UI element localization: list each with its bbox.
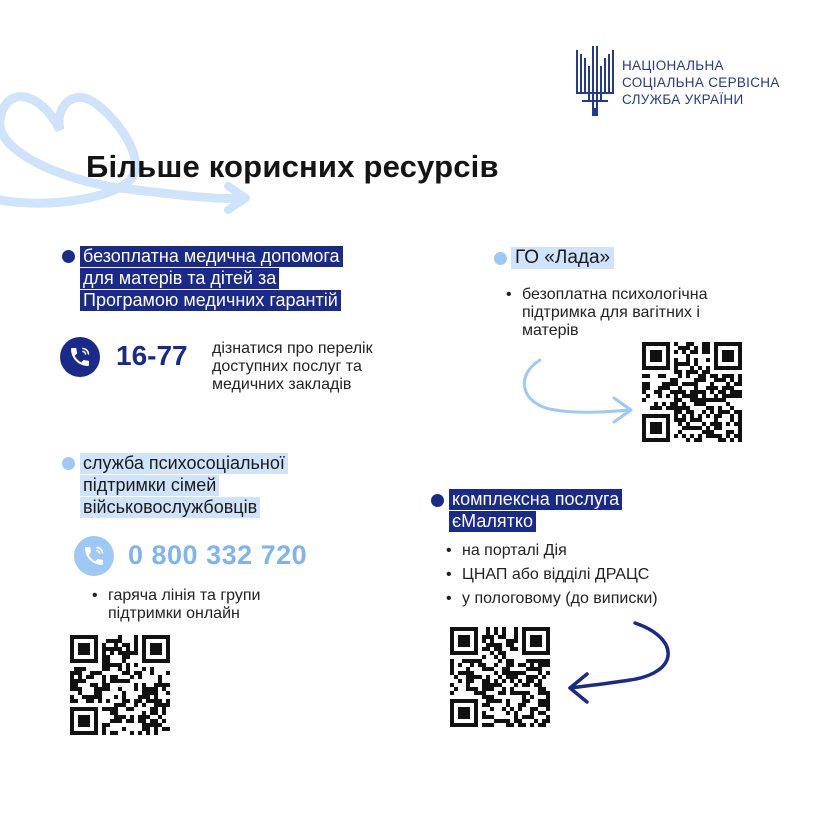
lada-heading: ГО «Лада» [511,247,614,269]
bullet-dot [431,494,444,507]
desc-line: медичних закладів [212,376,352,393]
list-item: • ЦНАП або відділі ДРАЦС [444,563,658,587]
logo-line: СЛУЖБА УКРАЇНИ [622,92,744,107]
list-item: • на порталі Дія [444,539,658,563]
heading-line: підтримки сімей [80,475,219,496]
bullet-line: підтримка для вагітних і [522,304,700,321]
heading-line: служба психосоціальної [80,453,288,474]
bullet-line: підтримки онлайн [108,605,240,622]
lada-bullets [504,286,707,340]
qr-code-icon[interactable] [642,342,742,442]
medical-heading [80,246,343,312]
bullet-line: • безоплатна психологічна [504,286,707,304]
bullet-dot [494,252,507,265]
phone-icon [60,337,100,377]
heading-line: комплексна послуга [449,489,622,510]
malyatko-bullets [444,539,658,611]
heading-line: безоплатна медична допомога [80,246,343,267]
desc-line: дізнатися про перелік [212,340,373,357]
logo-text [622,57,780,108]
curved-arrow-decoration [560,618,685,708]
heading-line: для матерів та дітей за [80,268,279,289]
curved-arrow-decoration [510,350,640,430]
qr-code-icon[interactable] [450,627,550,727]
heading-line: Програмою медичних гарантій [80,290,341,311]
hotline-number[interactable]: 16-77 [116,340,188,371]
military-heading [80,453,288,519]
qr-code-icon[interactable] [70,635,170,735]
bullet-dot [62,457,75,470]
page-title: Більше корисних ресурсів [86,149,499,184]
desc-line: доступних послуг та [212,358,362,375]
hotline-number[interactable]: 0 800 332 720 [128,540,308,570]
phone-icon [74,536,114,576]
hotline-description [212,340,373,394]
logo-line: НАЦІОНАЛЬНА [622,58,724,73]
tryzub-emblem-icon [574,44,616,118]
list-item: • у пологовому (до виписки) [444,587,658,611]
heading-line: єМалятко [449,511,536,532]
military-bullets [90,587,260,623]
malyatko-heading [449,489,622,533]
heart-scribble-decoration [0,70,260,220]
heading-line: військовослужбовців [80,497,260,518]
bullet-line: • гаряча лінія та групи [90,587,260,605]
logo-line: СОЦІАЛЬНА СЕРВІСНА [622,75,780,90]
bullet-dot [62,250,75,263]
bullet-line: матерів [522,322,579,339]
